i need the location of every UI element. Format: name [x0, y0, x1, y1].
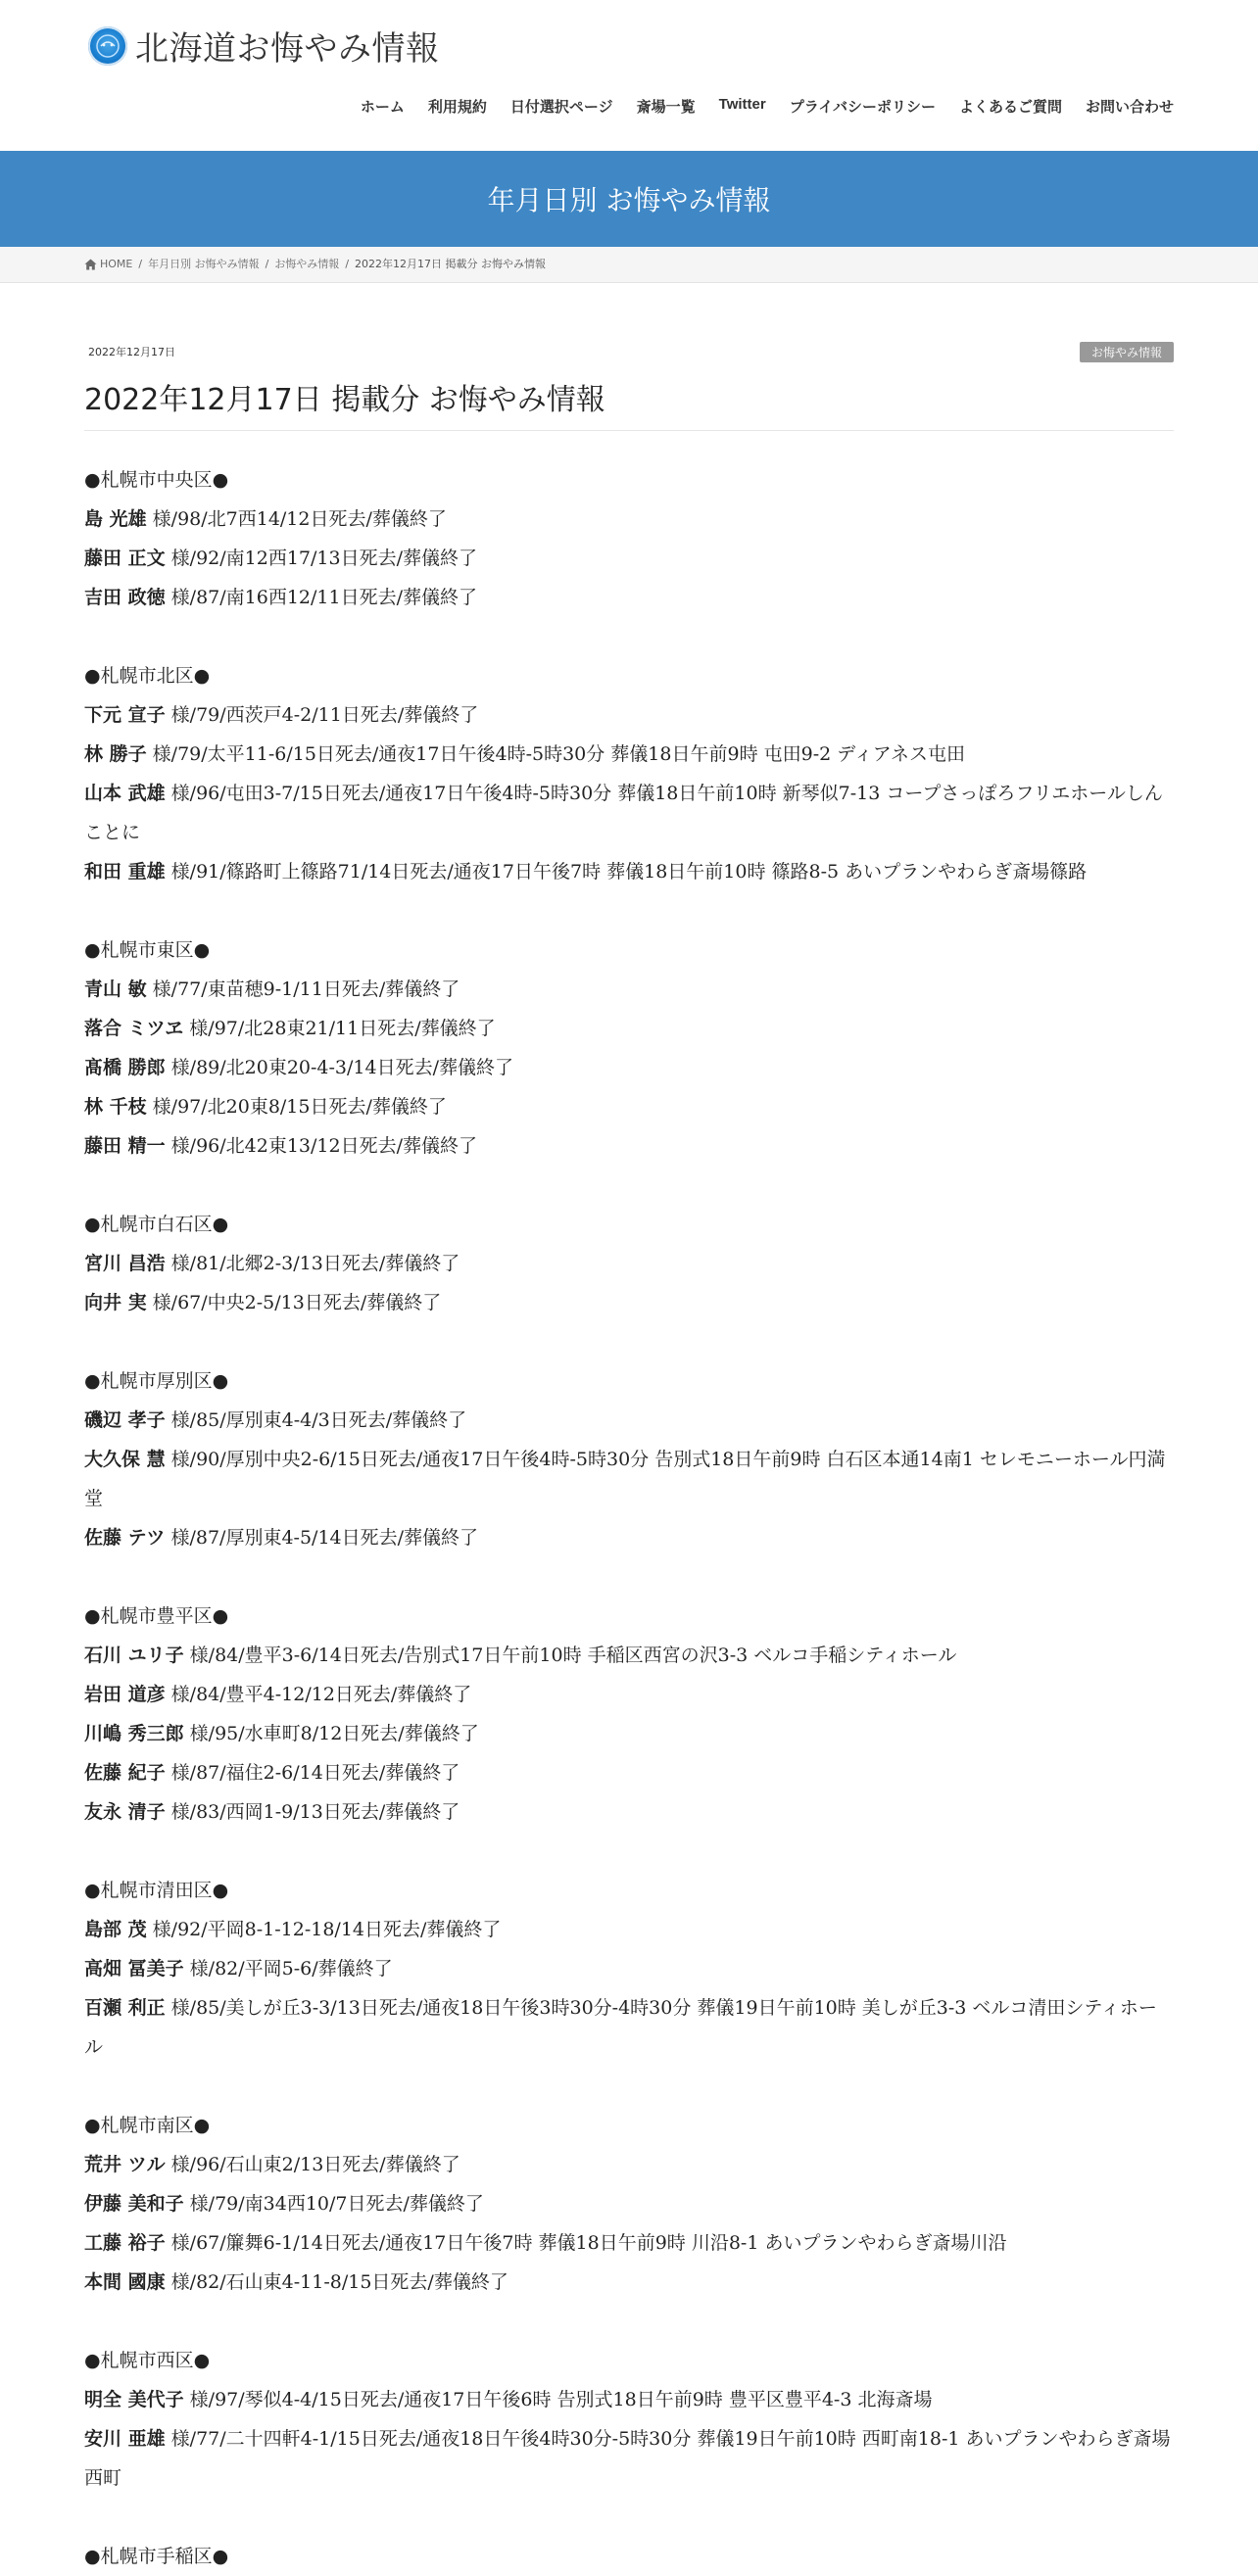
- obituary-entry: [84, 578, 1174, 617]
- district-section: [84, 460, 1174, 617]
- obituary-detail: 様/90/厚別中央2-6/15日死去/通夜17日午後4時-5時30分 告別式18日午前9時 白石区本通14南1 セレモニーホール円満堂: [84, 1449, 1166, 1509]
- obituary-detail: 様/97/北20東8/15日死去/葬儀終了: [146, 1096, 447, 1118]
- obituary-detail: 様/83/西岡1-9/13日死去/葬儀終了: [165, 1801, 460, 1823]
- obituary-entry: [84, 970, 1174, 1009]
- obituary-entry: [84, 1675, 1174, 1714]
- nav-date-select[interactable]: 日付選択ページ: [509, 99, 613, 116]
- obituary-entry: [84, 852, 1174, 891]
- district-heading: ●札幌市南区●: [84, 2115, 211, 2136]
- obituary-detail: 様/92/平岡8-1-12-18/14日死去/葬儀終了: [146, 1919, 502, 1940]
- district-heading: ●札幌市北区●: [84, 665, 211, 687]
- nav-privacy-policy[interactable]: プライバシーポリシー: [789, 99, 936, 116]
- obituary-detail: 様/96/北42東13/12日死去/葬儀終了: [165, 1135, 477, 1157]
- home-icon: [84, 259, 97, 270]
- obituary-entry: [84, 539, 1174, 578]
- deceased-name: 吉田 政徳: [84, 587, 166, 608]
- deceased-name: 下元 宣子: [84, 704, 166, 726]
- obituary-entry: [84, 1009, 1174, 1048]
- obituary-detail: 様/87/厚別東4-5/14日死去/葬儀終了: [165, 1527, 479, 1549]
- hero-title: 年月日別 お悔やみ情報: [487, 184, 771, 216]
- deceased-name: 荒井 ツル: [84, 2154, 166, 2175]
- obituary-entry: [84, 1949, 1174, 1988]
- obituary-detail: 様/82/石山東4-11-8/15日死去/葬儀終了: [165, 2271, 508, 2293]
- deceased-name: 青山 敏: [84, 978, 147, 1000]
- obituary-detail: 様/67/中央2-5/13日死去/葬儀終了: [146, 1292, 442, 1313]
- logo-icon: [88, 26, 127, 66]
- obituary-entry: [84, 2419, 1174, 2498]
- deceased-name: 宮川 昌浩: [84, 1253, 166, 1274]
- obituary-entry: [84, 1714, 1174, 1753]
- nav-twitter[interactable]: Twitter: [718, 96, 766, 113]
- deceased-name: 和田 重雄: [84, 861, 166, 883]
- obituary-detail: 様/67/簾舞6-1/14日死去/通夜17日午後7時 葬儀18日午前9時 川沿8-1 あいプランやわらぎ斎場川沿: [165, 2232, 1007, 2254]
- site-title: 北海道お悔やみ情報: [135, 29, 440, 69]
- breadcrumb-separator: /: [345, 258, 350, 270]
- deceased-name: 岩田 道彦: [84, 1684, 166, 1705]
- nav-funeral-halls[interactable]: 斎場一覧: [636, 99, 696, 116]
- post-date: 2022年12月17日: [88, 346, 175, 358]
- obituary-detail: 様/89/北20東20-4-3/14日死去/葬儀終了: [165, 1057, 513, 1078]
- global-nav: [337, 96, 1174, 117]
- district-section: [84, 930, 1174, 1166]
- deceased-name: 林 千枝: [84, 1096, 147, 1118]
- site-header: [0, 0, 1258, 151]
- breadcrumb: [84, 247, 1258, 282]
- district-section: [84, 1205, 1174, 1322]
- deceased-name: 高畑 冨美子: [84, 1958, 184, 1980]
- obituary-entry: [84, 2184, 1174, 2223]
- obituary-detail: 様/95/水車町8/12日死去/葬儀終了: [183, 1723, 479, 1744]
- district-section: [84, 1871, 1174, 2067]
- obituary-detail: 様/87/南16西12/11日死去/葬儀終了: [165, 587, 477, 608]
- breadcrumb-category[interactable]: お悔やみ情報: [274, 258, 340, 270]
- breadcrumb-home[interactable]: HOME: [100, 258, 133, 270]
- deceased-name: 本間 國康: [84, 2271, 166, 2293]
- district-section: [84, 1361, 1174, 1557]
- obituary-detail: 様/81/北郷2-3/13日死去/葬儀終了: [165, 1253, 460, 1274]
- district-heading: ●札幌市中央区●: [84, 469, 229, 491]
- nav-terms[interactable]: 利用規約: [427, 99, 487, 116]
- deceased-name: 山本 武雄: [84, 783, 166, 804]
- district-heading: ●札幌市西区●: [84, 2350, 211, 2371]
- nav-contact[interactable]: お問い合わせ: [1085, 99, 1174, 116]
- deceased-name: 林 勝子: [84, 743, 147, 765]
- deceased-name: 大久保 慧: [84, 1449, 166, 1470]
- district-section: [84, 2537, 1174, 2576]
- district-section: [84, 656, 1174, 891]
- breadcrumb-separator: /: [138, 258, 143, 270]
- breadcrumb-current: 2022年12月17日 掲載分 お悔やみ情報: [355, 258, 547, 270]
- obituary-entry: [84, 774, 1174, 852]
- district-heading: ●札幌市白石区●: [84, 1214, 229, 1235]
- obituary-entry: [84, 1048, 1174, 1087]
- obituary-detail: 様/77/東苗穂9-1/11日死去/葬儀終了: [146, 978, 460, 1000]
- deceased-name: 友永 清子: [84, 1801, 166, 1823]
- obituary-detail: 様/96/屯田3-7/15日死去/通夜17日午後4時-5時30分 葬儀18日午前10時 新琴似7-13 コープさっぽろフリエホールしんことに: [84, 783, 1163, 843]
- main-content: [84, 340, 1174, 2576]
- district-section: [84, 1597, 1174, 1832]
- deceased-name: 工藤 裕子: [84, 2232, 166, 2254]
- obituary-entry: [84, 1518, 1174, 1557]
- deceased-name: 向井 実: [84, 1292, 147, 1313]
- district-heading: ●札幌市豊平区●: [84, 1605, 229, 1627]
- obituary-entry: [84, 500, 1174, 539]
- district-section: [84, 2106, 1174, 2302]
- obituary-entry: [84, 1792, 1174, 1832]
- obituary-entry: [84, 1126, 1174, 1166]
- obituary-entry: [84, 1401, 1174, 1440]
- district-heading: ●札幌市厚別区●: [84, 1370, 229, 1392]
- deceased-name: 藤田 精一: [84, 1135, 166, 1157]
- district-heading: ●札幌市手稲区●: [84, 2546, 229, 2567]
- post-body: [84, 460, 1174, 2576]
- obituary-entry: [84, 1636, 1174, 1675]
- post-meta: [84, 340, 1174, 365]
- obituary-entry: [84, 1087, 1174, 1126]
- deceased-name: 藤田 正文: [84, 548, 166, 569]
- site-logo[interactable]: [88, 22, 440, 70]
- obituary-detail: 様/96/石山東2/13日死去/葬儀終了: [165, 2154, 460, 2175]
- breadcrumb-by-date[interactable]: 年月日別 お悔やみ情報: [148, 258, 260, 270]
- obituary-detail: 様/84/豊平4-12/12日死去/葬儀終了: [165, 1684, 472, 1705]
- deceased-name: 百瀬 利正: [84, 1997, 166, 2019]
- obituary-detail: 様/79/西茨戸4-2/11日死去/葬儀終了: [165, 704, 479, 726]
- obituary-entry: [84, 1910, 1174, 1949]
- obituary-entry: [84, 2380, 1174, 2419]
- obituary-detail: 様/79/南34西10/7日死去/葬儀終了: [183, 2193, 484, 2215]
- obituary-entry: [84, 1283, 1174, 1322]
- category-badge[interactable]: お悔やみ情報: [1080, 342, 1174, 362]
- post-title: 2022年12月17日 掲載分 お悔やみ情報: [84, 375, 1174, 431]
- obituary-detail: 様/85/美しが丘3-3/13日死去/通夜18日午後3時30分-4時30分 葬儀19日午前10時 美しが丘3-3 ベルコ清田シティホール: [84, 1997, 1157, 2058]
- deceased-name: 明全 美代子: [84, 2389, 184, 2410]
- obituary-entry: [84, 695, 1174, 735]
- deceased-name: 佐藤 紀子: [84, 1762, 166, 1784]
- obituary-entry: [84, 735, 1174, 774]
- obituary-entry: [84, 1440, 1174, 1518]
- breadcrumb-bar: [0, 247, 1258, 283]
- obituary-detail: 様/79/太平11-6/15日死去/通夜17日午後4時-5時30分 葬儀18日午前9時 屯田9-2 ディアネス屯田: [146, 743, 965, 765]
- breadcrumb-separator: /: [265, 258, 269, 270]
- deceased-name: 落合 ミツヱ: [84, 1018, 184, 1039]
- page-hero: [0, 151, 1258, 247]
- obituary-entry: [84, 2145, 1174, 2184]
- obituary-detail: 様/77/二十四軒4-1/15日死去/通夜18日午後4時30分-5時30分 葬儀19日午前10時 西町南18-1 あいプランやわらぎ斎場西町: [84, 2428, 1171, 2489]
- district-heading: ●札幌市清田区●: [84, 1880, 229, 1901]
- nav-home[interactable]: ホーム: [360, 99, 405, 116]
- deceased-name: 佐藤 テツ: [84, 1527, 166, 1549]
- obituary-detail: 様/92/南12西17/13日死去/葬儀終了: [165, 548, 477, 569]
- deceased-name: 石川 ユリ子: [84, 1645, 184, 1666]
- deceased-name: 島部 茂: [84, 1919, 147, 1940]
- district-section: [84, 2341, 1174, 2498]
- obituary-detail: 様/91/篠路町上篠路71/14日死去/通夜17日午後7時 葬儀18日午前10時 篠路8-5 あいプランやわらぎ斎場篠路: [165, 861, 1088, 883]
- obituary-entry: [84, 1244, 1174, 1283]
- obituary-entry: [84, 2263, 1174, 2302]
- obituary-entry: [84, 1753, 1174, 1792]
- obituary-detail: 様/85/厚別東4-4/3日死去/葬儀終了: [165, 1409, 467, 1431]
- obituary-detail: 様/97/琴似4-4/15日死去/通夜17日午後6時 告別式18日午前9時 豊平区豊平4-3 北海斎場: [183, 2389, 933, 2410]
- nav-faq[interactable]: よくあるご質問: [958, 99, 1062, 116]
- deceased-name: 島 光雄: [84, 508, 147, 530]
- obituary-detail: 様/97/北28東21/11日死去/葬儀終了: [183, 1018, 496, 1039]
- obituary-detail: 様/82/平岡5-6/葬儀終了: [183, 1958, 393, 1980]
- obituary-detail: 様/84/豊平3-6/14日死去/告別式17日午前10時 手稲区西宮の沢3-3 ベルコ手稲シティホール: [183, 1645, 957, 1666]
- obituary-entry: [84, 2223, 1174, 2263]
- deceased-name: 髙橋 勝郎: [84, 1057, 166, 1078]
- deceased-name: 安川 亜雄: [84, 2428, 166, 2450]
- obituary-detail: 様/87/福住2-6/14日死去/葬儀終了: [165, 1762, 460, 1784]
- district-heading: ●札幌市東区●: [84, 939, 211, 961]
- obituary-entry: [84, 1988, 1174, 2067]
- obituary-detail: 様/98/北7西14/12日死去/葬儀終了: [146, 508, 447, 530]
- deceased-name: 磯辺 孝子: [84, 1409, 166, 1431]
- deceased-name: 伊藤 美和子: [84, 2193, 184, 2215]
- deceased-name: 川嶋 秀三郎: [84, 1723, 184, 1744]
